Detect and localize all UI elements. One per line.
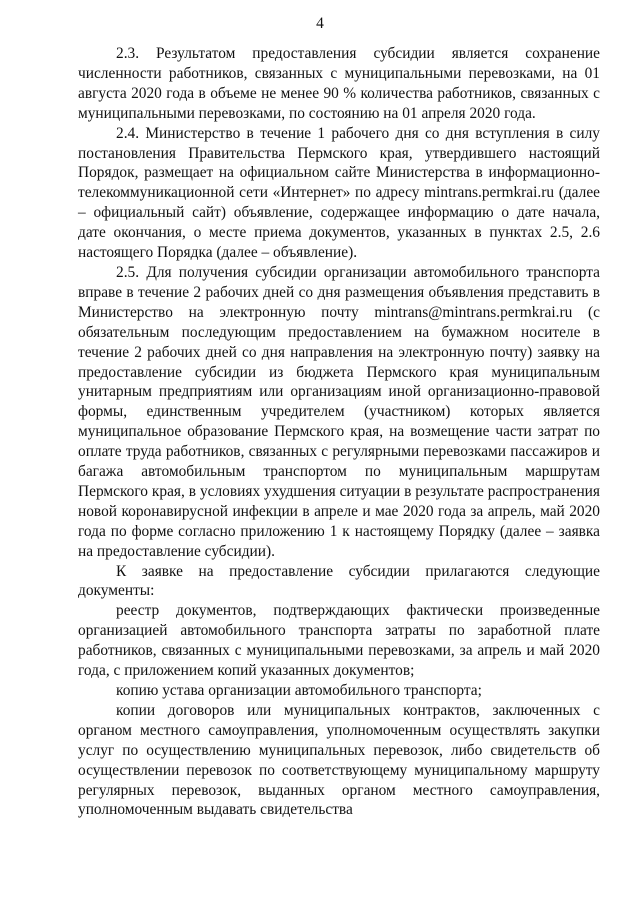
paragraph-attachments-intro: К заявке на предоставление субсидии прилагаются следующие документы: xyxy=(78,562,600,600)
page-number: 4 xyxy=(316,15,324,32)
list-item-charter-copy: копию устава организации автомобильного транспорта; xyxy=(116,682,482,699)
list-item-contract-copies: копии договоров или муниципальных контрактов, заключенных с органом местного самоуправления, уполномоченным осуществлять закупки услуг по осуществлению муниципальных перевозок, либо свидетельств об осуществлении перевозок по соответствующему муниципальному маршруту регулярных перевозок, выданных органом местного самоуправления, уполномоченным выдавать свидетельства xyxy=(78,701,600,819)
list-item-registry: реестр документов, подтверждающих фактически произведенные организацией автомобильного транспорта затраты по заработной плате работников, связанных с муниципальными перевозками, за апрель и май 2020 года, с приложением копий указанных документов; xyxy=(78,602,600,680)
document-body xyxy=(78,44,600,820)
paragraph-2-5: 2.5. Для получения субсидии организации автомобильного транспорта вправе в течение 2 рабочих дней со дня размещения объявления представить в Министерство на электронную почту mintrans@mintrans.permkrai.ru (с обязательным последующим предоставлением на бумажном носителе в течение 2 рабочих дней со дня направления на электронную почту) заявку на предоставление субсидии из бюджета Пермского края муниципальным унитарным предприятиям или организациям иной организационно-правовой формы, единственным учредителем (участником) которых является муниципальное образование Пермского края, на возмещение части затрат по оплате труда работников, связанных с регулярными перевозками пассажиров и багажа автомобильным транспортом по муниципальным маршрутам Пермского края, в условиях ухудшения ситуации в результате распространения новой коронавирусной инфекции в апреле и мае 2020 года за апрель, май 2020 года по форме согласно приложению 1 к настоящему Порядку (далее – заявка на предоставление субсидии). xyxy=(78,263,600,560)
paragraph-2-3: 2.3. Результатом предоставления субсидии является сохранение численности работников, связанных с муниципальными перевозками, на 01 августа 2020 года в объеме не менее 90 % количества работников, связанных с муниципальными перевозками, по состоянию на 01 апреля 2020 года. xyxy=(78,45,600,122)
paragraph-2-4: 2.4. Министерство в течение 1 рабочего дня со дня вступления в силу постановления Правительства Пермского края, утвердившего настоящий Порядок, размещает на официальном сайте Министерства в информационно-телекоммуникационной сети «Интернет» по адресу mintrans.permkrai.ru (далее – официальный сайт) объявление, содержащее информацию о дате начала, дате окончания, о месте приема документов, указанных в пунктах 2.5, 2.6 настоящего Порядка (далее – объявление). xyxy=(78,124,600,262)
